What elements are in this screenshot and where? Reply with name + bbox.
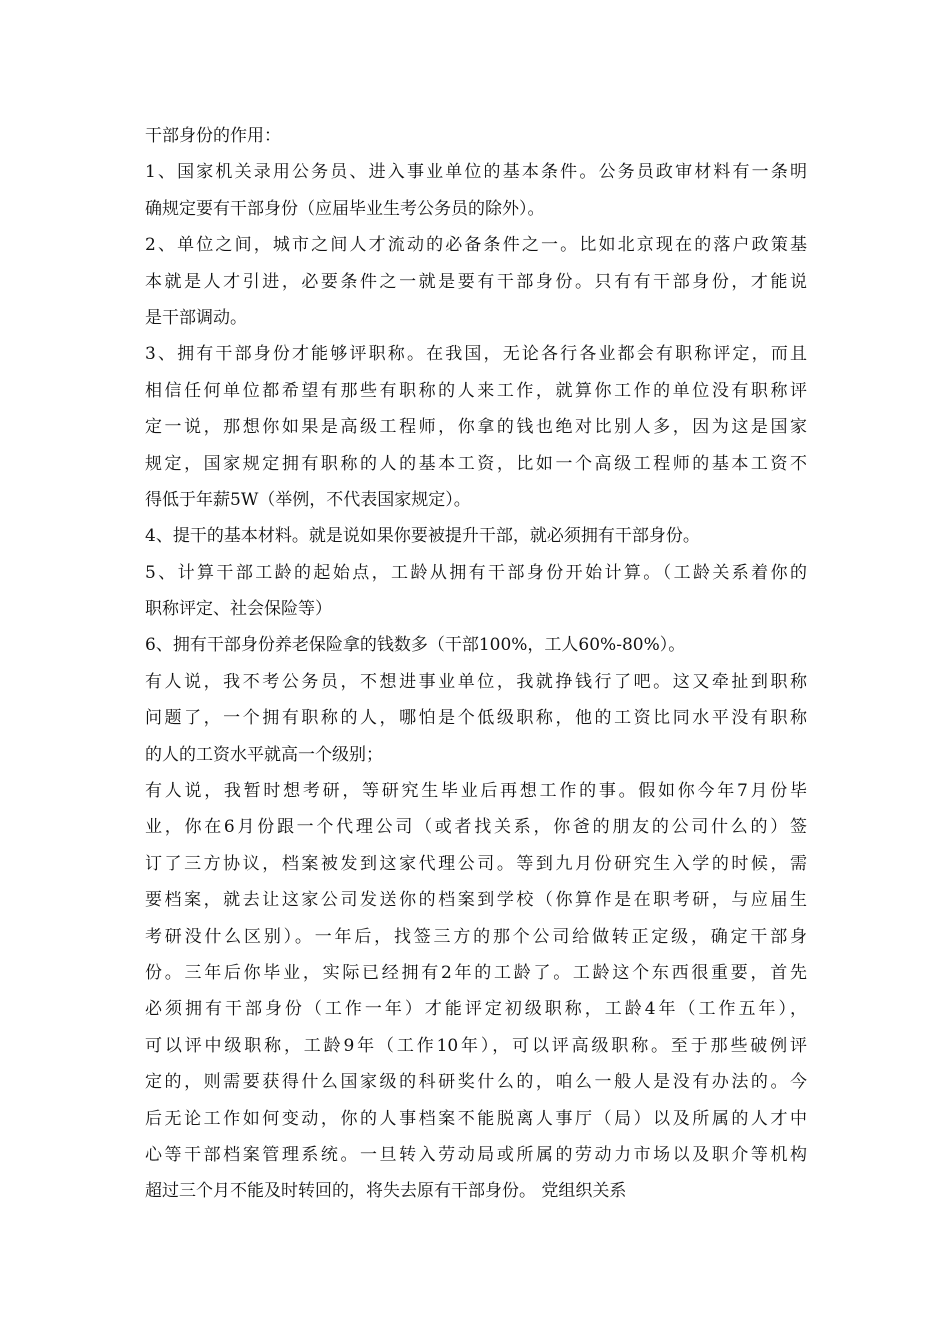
text-line: 确规定要有干部身份（应届毕业生考公务员的除外）。 [145, 198, 545, 219]
text-line: 考研没什么区别）。一年后，找签三方的那个公司给做转正定级，确定干部身 [145, 926, 807, 947]
text-line: 超过三个月不能及时转回的，将失去原有干部身份。 党组织关系 [145, 1181, 627, 1202]
text-line: 份。三年后你毕业，实际已经拥有2年的工龄了。工龄这个东西很重要，首先 [145, 962, 807, 983]
text-line: 规定，国家规定拥有职称的人的基本工资，比如一个高级工程师的基本工资不 [145, 453, 807, 474]
text-line: 5、计算干部工龄的起始点，工龄从拥有干部身份开始计算。（工龄关系着你的 [145, 562, 807, 583]
text-line: 本就是人才引进，必要条件之一就是要有干部身份。只有有干部身份，才能说 [145, 271, 807, 292]
text-line: 1、国家机关录用公务员、进入事业单位的基本条件。公务员政审材料有一条明 [145, 162, 807, 183]
text-line: 定一说，那想你如果是高级工程师，你拿的钱也绝对比别人多，因为这是国家 [145, 417, 807, 438]
text-line: 6、拥有干部身份养老保险拿的钱数多（干部100%，工人60%-80%）。 [145, 635, 686, 656]
text-line: 相信任何单位都希望有那些有职称的人来工作，就算你工作的单位没有职称评 [145, 380, 807, 401]
text-line: 必须拥有干部身份（工作一年）才能评定初级职称，工龄4年（工作五年）， [145, 999, 807, 1020]
text-line: 有人说，我暂时想考研，等研究生毕业后再想工作的事。假如你今年7月份毕 [145, 781, 807, 802]
document-body [145, 118, 807, 1210]
text-line: 心等干部档案管理系统。一旦转入劳动局或所属的劳动力市场以及职介等机构 [145, 1144, 807, 1165]
text-line: 是干部调动。 [145, 307, 247, 328]
text-line: 有人说，我不考公务员，不想进事业单位，我就挣钱行了吧。这又牵扯到职称 [145, 671, 807, 692]
text-line: 订了三方协议，档案被发到这家代理公司。等到九月份研究生入学的时候，需 [145, 853, 807, 874]
document-heading: 干部身份的作用： [145, 126, 281, 146]
text-line: 的人的工资水平就高一个级别； [145, 744, 383, 765]
text-line: 业，你在6月份跟一个代理公司（或者找关系，你爸的朋友的公司什么的）签 [145, 817, 807, 838]
text-line: 定的，则需要获得什么国家级的科研奖什么的，咱么一般人是没有办法的。今 [145, 1072, 807, 1093]
text-line: 问题了，一个拥有职称的人，哪怕是个低级职称，他的工资比同水平没有职称 [145, 708, 807, 729]
text-line: 要档案，就去让这家公司发送你的档案到学校（你算作是在职考研，与应届生 [145, 890, 807, 911]
text-line: 得低于年薪5W（举例，不代表国家规定）。 [145, 489, 471, 510]
text-line: 3、拥有干部身份才能够评职称。在我国，无论各行各业都会有职称评定，而且 [145, 344, 807, 365]
text-line: 职称评定、社会保险等） [145, 599, 332, 620]
text-line: 2、单位之间，城市之间人才流动的必备条件之一。比如北京现在的落户政策基 [145, 235, 807, 256]
text-line: 可以评中级职称，工龄9年（工作10年），可以评高级职称。至于那些破例评 [145, 1035, 807, 1056]
text-line: 后无论工作如何变动，你的人事档案不能脱离人事厅（局）以及所属的人才中 [145, 1108, 807, 1129]
text-line: 4、提干的基本材料。就是说如果你要被提升干部，就必须拥有干部身份。 [145, 526, 700, 547]
